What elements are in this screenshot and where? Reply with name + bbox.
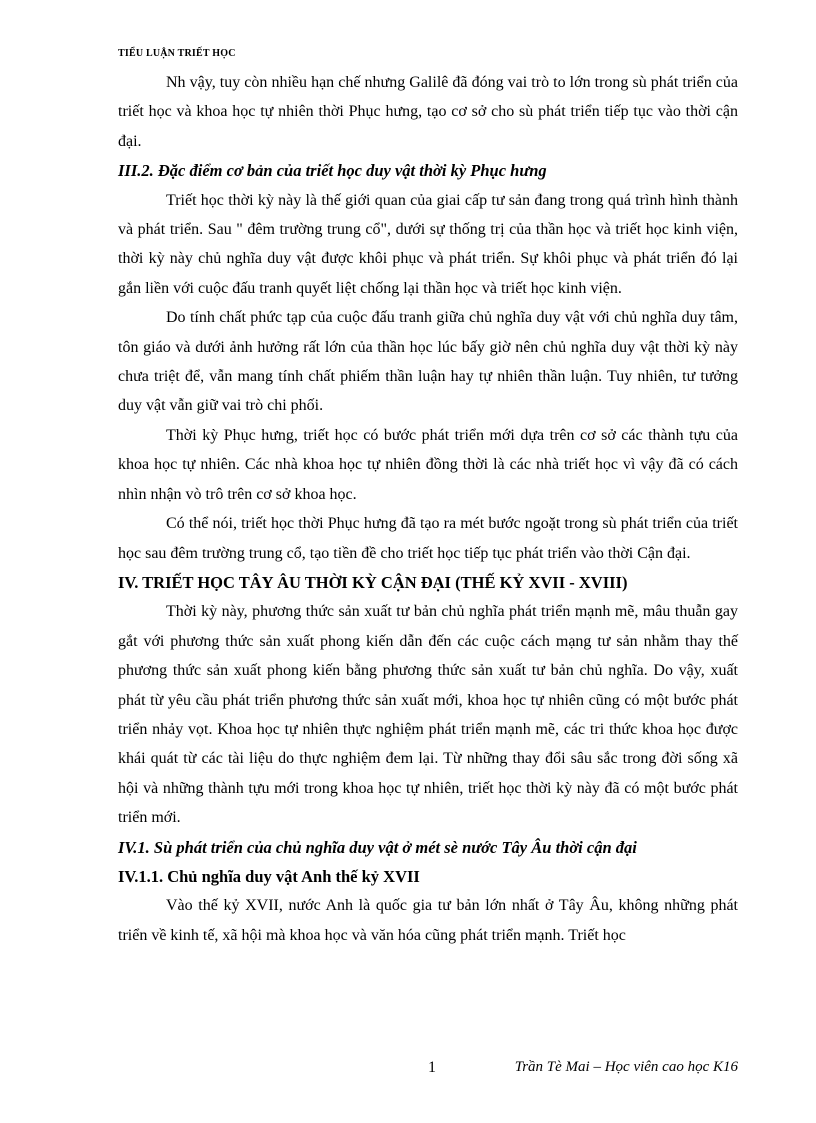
heading-iv: IV. TRIẾT HỌC TÂY ÂU THỜI KỲ CẬN ĐẠI (THẾ KỶ XVII - XVIII) (118, 572, 628, 592)
paragraph-complexity: Do tính chất phức tạp của cuộc đấu tranh giữa chủ nghĩa duy vật với chủ nghĩa duy tâm, tôn giáo và dưới ảnh hưởng rất lớn của thần học lúc bấy giờ nên chủ nghĩa duy vật thời kỳ này chưa triệt để, vẫn mang tính chất phiếm thần luận hay tự nhiên thần luận. Tuy nhiên, tư tưởng duy vật vẫn giữ vai trò chi phối. (118, 309, 738, 415)
paragraph-turning-point: Có thể nói, triết học thời Phục hưng đã tạo ra mét bước ngoặt trong sù phát triển của triết học sau đêm trường trung cổ, tạo tiền đề cho triết học tiếp tục phát triển vào thời Cận đại. (118, 515, 738, 562)
paragraph-england: Vào thế kỷ XVII, nước Anh là quốc gia tư bản lớn nhất ở Tây Âu, không những phát triển về kinh tế, xã hội mà khoa học và văn hóa cũng phát triển mạnh. Triết học (118, 897, 738, 944)
paragraph-capitalism: Thời kỳ này, phương thức sản xuất tư bản chủ nghĩa phát triển mạnh mẽ, mâu thuẫn gay gắt với phương thức sản xuất phong kiến dẫn đến các cuộc cách mạng tư sản nhằm thay thế phương thức sản xuất phong kiến bằng phương thức sản xuất tư bản chủ nghĩa. Do vậy, xuất phát từ yêu cầu phát triển phương thức sản xuất mới, khoa học tự nhiên cũng có một bước phát triển nhảy vọt. Khoa học tự nhiên thực nghiệm phát triển mạnh mẽ, các tri thức khoa học được khái quát từ các tài liệu do thực nghiệm đem lại. Từ những thay đổi sâu sắc trong đời sống xã hội và những thành tựu mới trong khoa học tự nhiên, triết học thời kỳ này đã có một bước phát triển mới. (118, 603, 738, 827)
page-number: 1 (428, 1059, 436, 1076)
heading-iv-1-1: IV.1.1. Chủ nghĩa duy vật Anh thế kỷ XVII (118, 866, 420, 886)
heading-iv-1: IV.1. Sù phát triển của chủ nghĩa duy vật ở mét sè nước Tây Âu thời cận đại (118, 837, 637, 857)
footer-author: Trần Tè Mai – Học viên cao học K16 (514, 1059, 738, 1075)
paragraph-galile: Nh vậy, tuy còn nhiều hạn chế nhưng Galilê đã đóng vai trò to lớn trong sù phát triển của triết học và khoa học tự nhiên thời Phục hưng, tạo cơ sở cho sù phát triển tiếp tục vào thời cận đại. (118, 74, 738, 150)
heading-iii-2: III.2. Đặc điểm cơ bản của triết học duy vật thời kỳ Phục hưng (118, 161, 547, 181)
page-content (118, 68, 738, 950)
paragraph-worldview: Triết học thời kỳ này là thế giới quan của giai cấp tư sản đang trong quá trình hình thành và phát triển. Sau " đêm trường trung cổ", dưới sự thống trị của thần học và triết học kinh viện, thời kỳ này chủ nghĩa duy vật được khôi phục và phát triển. Sự khôi phục và phát triển đó lại gắn liền với cuộc đấu tranh quyết liệt chống lại thần học và triết học kinh viện. (118, 191, 738, 297)
document-header: TIỂU LUẬN TRIẾT HỌC (118, 48, 236, 59)
paragraph-renaissance: Thời kỳ Phục hưng, triết học có bước phát triển mới dựa trên cơ sở các thành tựu của khoa học tự nhiên. Các nhà khoa học tự nhiên đồng thời là các nhà triết học vì vậy đã có cách nhìn nhận vò trô trên cơ sở khoa học. (118, 426, 738, 503)
